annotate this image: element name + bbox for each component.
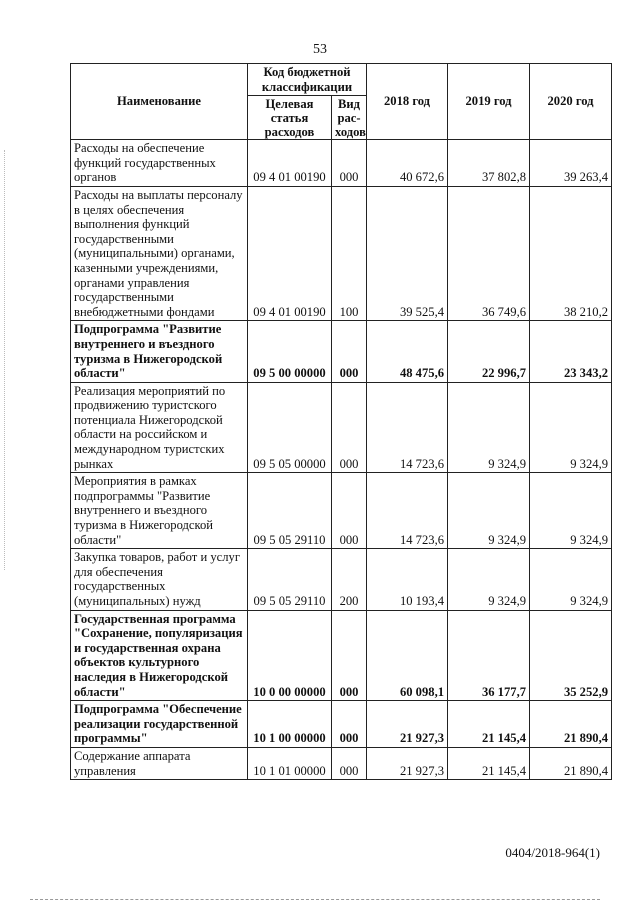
row-expense-type: 000 [332,382,367,473]
row-target-article: 09 5 05 29110 [248,549,332,610]
row-2018: 40 672,6 [367,140,448,187]
header-2020: 2020 год [530,64,612,140]
row-name: Подпрограмма "Обеспечение реализации государственной программы" [71,701,248,748]
document-code: 0404/2018-964(1) [505,845,600,860]
row-target-article: 10 1 01 00000 [248,747,332,779]
row-expense-type: 000 [332,701,367,748]
row-target-article: 09 5 00 00000 [248,321,332,382]
row-expense-type: 000 [332,140,367,187]
table-row [71,610,612,701]
row-target-article: 09 5 05 00000 [248,382,332,473]
row-target-article: 10 0 00 00000 [248,610,332,701]
row-name: Мероприятия в рамках подпрограммы "Развитие внутреннего и въездного туризма в Нижегородской области" [71,473,248,549]
row-2018: 60 098,1 [367,610,448,701]
table-row [71,321,612,382]
row-name: Реализация мероприятий по продвижению туристского потенциала Нижегородской области на российском и международном туристских рынках [71,382,248,473]
row-2019: 36 177,7 [448,610,530,701]
row-expense-type: 200 [332,549,367,610]
header-name: Наименование [71,64,248,140]
row-2019: 9 324,9 [448,549,530,610]
row-2019: 9 324,9 [448,473,530,549]
row-2018: 39 525,4 [367,186,448,320]
row-2020: 23 343,2 [530,321,612,382]
header-code-group: Код бюджетной классификации [248,64,367,96]
row-target-article: 09 4 01 00190 [248,140,332,187]
table-row [71,473,612,549]
row-2020: 39 263,4 [530,140,612,187]
scan-edge-artifact [4,150,6,570]
row-expense-type: 000 [332,473,367,549]
row-name: Содержание аппарата управления [71,747,248,779]
table-row [71,701,612,748]
header-2019: 2019 год [448,64,530,140]
row-2018: 14 723,6 [367,473,448,549]
row-target-article: 09 5 05 29110 [248,473,332,549]
table-row [71,186,612,320]
table-row [71,549,612,610]
row-name: Государственная программа "Сохранение, популяризация и государственная охрана объектов культурного наследия в Нижегородской области" [71,610,248,701]
row-2020: 21 890,4 [530,747,612,779]
row-2020: 38 210,2 [530,186,612,320]
table-row [71,140,612,187]
row-name: Подпрограмма "Развитие внутреннего и въездного туризма в Нижегородской области" [71,321,248,382]
row-2018: 21 927,3 [367,747,448,779]
row-target-article: 09 4 01 00190 [248,186,332,320]
row-expense-type: 100 [332,186,367,320]
scan-bottom-artifact [30,899,600,901]
row-name: Закупка товаров, работ и услуг для обеспечения государственных (муниципальных) нужд [71,549,248,610]
row-2018: 14 723,6 [367,382,448,473]
table-row [71,382,612,473]
row-2019: 9 324,9 [448,382,530,473]
row-2019: 21 145,4 [448,701,530,748]
row-2019: 22 996,7 [448,321,530,382]
row-2018: 10 193,4 [367,549,448,610]
row-2018: 21 927,3 [367,701,448,748]
row-2020: 9 324,9 [530,382,612,473]
row-2020: 35 252,9 [530,610,612,701]
row-name: Расходы на выплаты персоналу в целях обеспечения выполнения функций государственными (муниципальными) органами, казенными учреждениями, органами управления государственными внебюджетными фондами [71,186,248,320]
row-expense-type: 000 [332,321,367,382]
row-2019: 36 749,6 [448,186,530,320]
page-number: 53 [313,42,327,57]
row-2019: 21 145,4 [448,747,530,779]
row-expense-type: 000 [332,610,367,701]
budget-table [70,63,612,780]
table-row [71,747,612,779]
row-name: Расходы на обеспечение функций государственных органов [71,140,248,187]
row-target-article: 10 1 00 00000 [248,701,332,748]
row-2020: 9 324,9 [530,549,612,610]
row-expense-type: 000 [332,747,367,779]
row-2018: 48 475,6 [367,321,448,382]
row-2019: 37 802,8 [448,140,530,187]
row-2020: 21 890,4 [530,701,612,748]
row-2020: 9 324,9 [530,473,612,549]
header-2018: 2018 год [367,64,448,140]
header-target-article: Целевая статья расходов [248,96,332,140]
header-expense-type: Вид рас-ходов [332,96,367,140]
